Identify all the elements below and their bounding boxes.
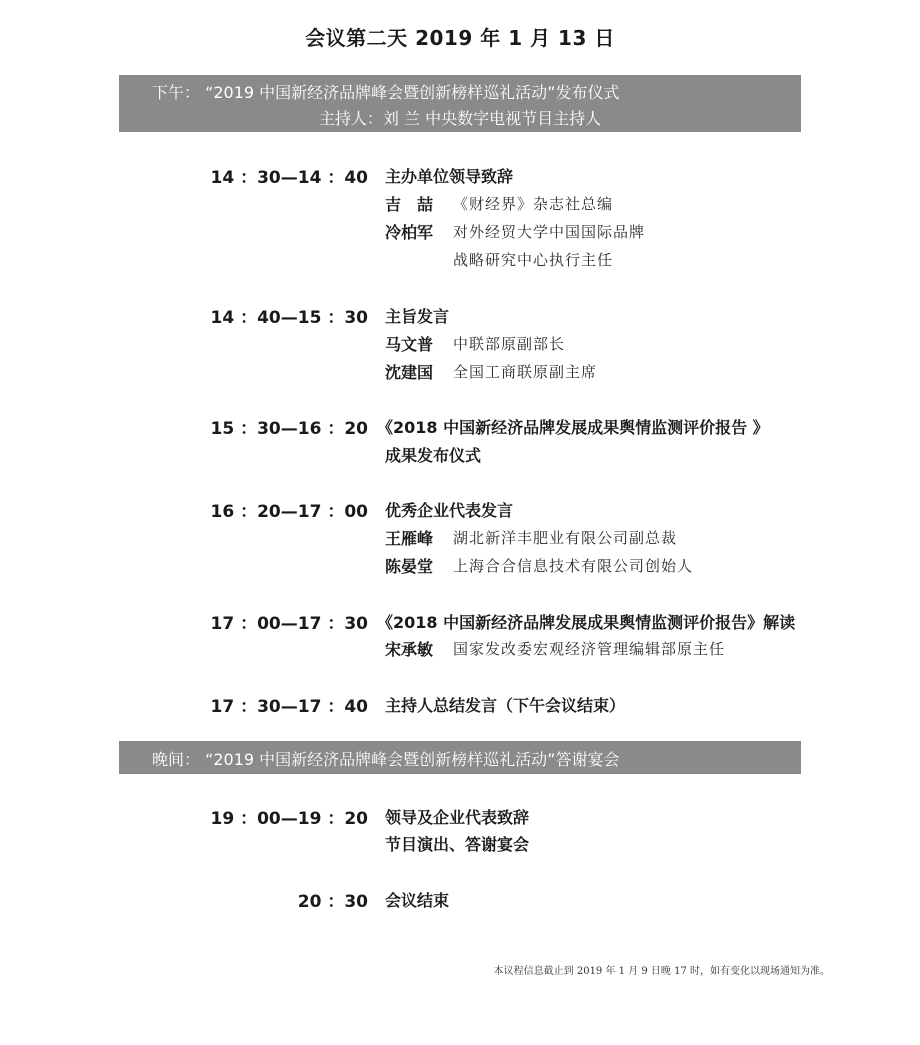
afternoon-section-banner bbox=[119, 75, 801, 132]
session-time: 16 ：20—17 ：00 bbox=[210, 502, 368, 522]
session-heading: 优秀企业代表发言 bbox=[385, 501, 514, 520]
evening-section-banner bbox=[119, 741, 801, 774]
speaker-name: 吉 喆 bbox=[385, 195, 434, 214]
speaker-role: 全国工商联原副主席 bbox=[453, 363, 598, 381]
session-heading: 《2018 中国新经济品牌发展成果舆情监测评价报告 》 bbox=[377, 418, 769, 437]
session-time: 17 ：30—17 ：40 bbox=[210, 697, 368, 717]
speaker-name: 马文普 bbox=[385, 335, 434, 354]
session-heading: 《2018 中国新经济品牌发展成果舆情监测评价报告》解读 bbox=[377, 613, 796, 632]
session-heading: 领导及企业代表致辞 bbox=[385, 808, 530, 827]
speaker-role-cont: 战略研究中心执行主任 bbox=[453, 251, 614, 269]
session-time: 14 ：40—15 ：30 bbox=[210, 308, 368, 328]
speaker-role: 《财经界》杂志社总编 bbox=[453, 195, 614, 213]
session-heading: 会议结束 bbox=[385, 891, 450, 910]
session-time: 14 ：30—14 ：40 bbox=[210, 168, 368, 188]
speaker-role: 湖北新洋丰肥业有限公司副总裁 bbox=[453, 529, 678, 547]
speaker-name: 陈晏堂 bbox=[385, 557, 434, 576]
session-heading: 主持人总结发言（下午会议结束） bbox=[385, 696, 626, 715]
speaker-name: 冷柏军 bbox=[385, 223, 434, 242]
afternoon-banner-host: 主持人：刘 兰 中央数字电视节目主持人 bbox=[318, 109, 602, 128]
speaker-name: 王雁峰 bbox=[385, 529, 434, 548]
session-time: 19 ：00—19 ：20 bbox=[210, 809, 368, 829]
session-heading: 主办单位领导致辞 bbox=[385, 167, 514, 186]
speaker-name: 沈建国 bbox=[385, 363, 434, 382]
session-heading: 主旨发言 bbox=[385, 307, 450, 326]
session-heading-cont: 节目演出、答谢宴会 bbox=[385, 835, 530, 854]
session-time: 15 ：30—16 ：20 bbox=[210, 419, 368, 439]
session-heading-cont: 成果发布仪式 bbox=[385, 446, 482, 465]
session-time: 20 ：30 bbox=[297, 892, 368, 912]
speaker-role: 中联部原副部长 bbox=[453, 335, 566, 353]
session-time: 17 ：00—17 ：30 bbox=[210, 614, 368, 634]
speaker-role: 对外经贸大学中国国际品牌 bbox=[453, 223, 646, 241]
afternoon-banner-title: 下午： “2019 中国新经济品牌峰会暨创新榜样巡礼活动”发布仪式 bbox=[152, 83, 620, 102]
speaker-name: 宋承敏 bbox=[385, 640, 434, 659]
evening-banner-title: 晚间： “2019 中国新经济品牌峰会暨创新榜样巡礼活动”答谢宴会 bbox=[152, 750, 620, 769]
speaker-role: 上海合合信息技术有限公司创始人 bbox=[453, 557, 694, 575]
footnote: 本议程信息截止到 2019 年 1 月 9 日晚 17 时，如有变化以现场通知为准。 bbox=[493, 966, 830, 977]
page-title: 会议第二天 2019 年 1 月 13 日 bbox=[305, 26, 615, 50]
speaker-role: 国家发改委宏观经济管理编辑部原主任 bbox=[453, 640, 726, 658]
